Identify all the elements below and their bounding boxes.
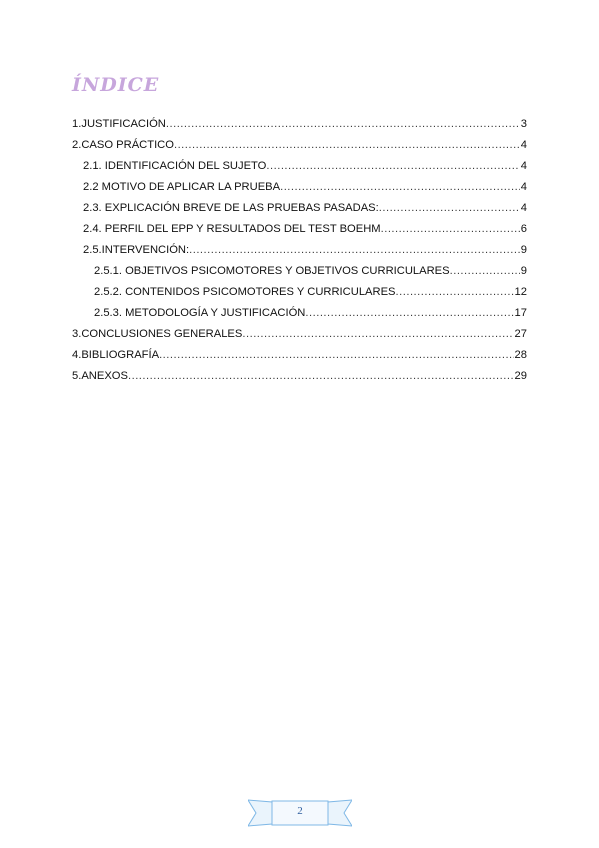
page-footer (248, 798, 352, 828)
toc-entry-number: 3. (72, 328, 82, 340)
toc-entry-conclusiones[interactable] (72, 326, 527, 342)
toc-entry-page: 9 (520, 265, 527, 277)
toc-entry-2-1[interactable] (83, 158, 527, 174)
leader-dots (242, 326, 513, 342)
page-number: 2 (297, 805, 303, 817)
toc-entry-bibliografia[interactable] (72, 347, 527, 363)
toc-entry-page: 4 (520, 202, 527, 214)
toc-entry-label: CASO PRÁCTICO (81, 139, 174, 151)
toc-entry-page: 3 (520, 118, 527, 130)
toc-entry-page: 4 (520, 139, 527, 151)
toc-entry-2-4[interactable] (83, 221, 527, 237)
toc-entry-label: ANEXOS (81, 370, 128, 382)
toc-entry-label: 2.5.2. CONTENIDOS PSICOMOTORES Y CURRICULARES (94, 286, 396, 298)
toc-entry-number: 2. (72, 139, 82, 151)
leader-dots (159, 347, 513, 363)
toc-entry-label: 2.5.3. METODOLOGÍA Y JUSTIFICACIÓN (94, 307, 306, 319)
leader-dots (128, 368, 514, 384)
leader-dots (266, 158, 519, 174)
leader-dots (396, 284, 514, 300)
toc-entry-2-5[interactable] (83, 242, 527, 258)
toc-entry-page: 29 (514, 370, 527, 382)
toc-entry-page: 6 (520, 223, 527, 235)
leader-dots (280, 179, 520, 195)
toc-entry-label: 2.2 MOTIVO DE APLICAR LA PRUEBA (83, 181, 281, 193)
leader-dots (166, 116, 520, 132)
toc-entry-page: 27 (514, 328, 527, 340)
toc-entry-label: 2.1. IDENTIFICACIÓN DEL SUJETO (83, 160, 267, 172)
toc-entry-number: 1. (72, 118, 82, 130)
toc-entry-2-3[interactable] (83, 200, 527, 216)
leader-dots (174, 137, 520, 153)
toc-entry-label: 2.3. EXPLICACIÓN BREVE DE LAS PRUEBAS PASADAS: (83, 202, 379, 214)
toc-entry-label: BIBLIOGRAFÍA (81, 349, 160, 361)
toc-entry-number: 4. (72, 349, 82, 361)
toc-entry-page: 12 (514, 286, 527, 298)
toc-entry-label: JUSTIFICACIÓN (81, 118, 166, 130)
toc-entry-label: 2.4. PERFIL DEL EPP Y RESULTADOS DEL TEST BOEHM (83, 223, 381, 235)
toc-entry-label: 2.5.1. OBJETIVOS PSICOMOTORES Y OBJETIVOS CURRICULARES (94, 265, 450, 277)
toc-entry-2-5-2[interactable] (94, 284, 527, 300)
toc-entry-label: CONCLUSIONES GENERALES (81, 328, 243, 340)
leader-dots (381, 221, 520, 237)
toc-entry-anexos[interactable] (72, 368, 527, 384)
leader-dots (189, 242, 520, 258)
toc-entry-page: 17 (514, 307, 527, 319)
toc-entry-2-5-1[interactable] (94, 263, 527, 279)
toc-entry-caso-practico[interactable] (72, 137, 527, 153)
leader-dots (379, 200, 520, 216)
toc-entry-page: 9 (520, 244, 527, 256)
toc-entry-page: 28 (514, 349, 527, 361)
index-heading: ÍNDICE (72, 74, 160, 96)
toc-entry-label: 2.5.INTERVENCIÓN: (83, 244, 190, 256)
toc-entry-page: 4 (520, 181, 527, 193)
toc-entry-page: 4 (520, 160, 527, 172)
toc-entry-number: 5. (72, 370, 82, 382)
toc-entry-2-2[interactable] (83, 179, 527, 195)
leader-dots (305, 305, 513, 321)
toc-entry-2-5-3[interactable] (94, 305, 527, 321)
toc-entry-justificacion[interactable] (72, 116, 527, 132)
leader-dots (450, 263, 520, 279)
